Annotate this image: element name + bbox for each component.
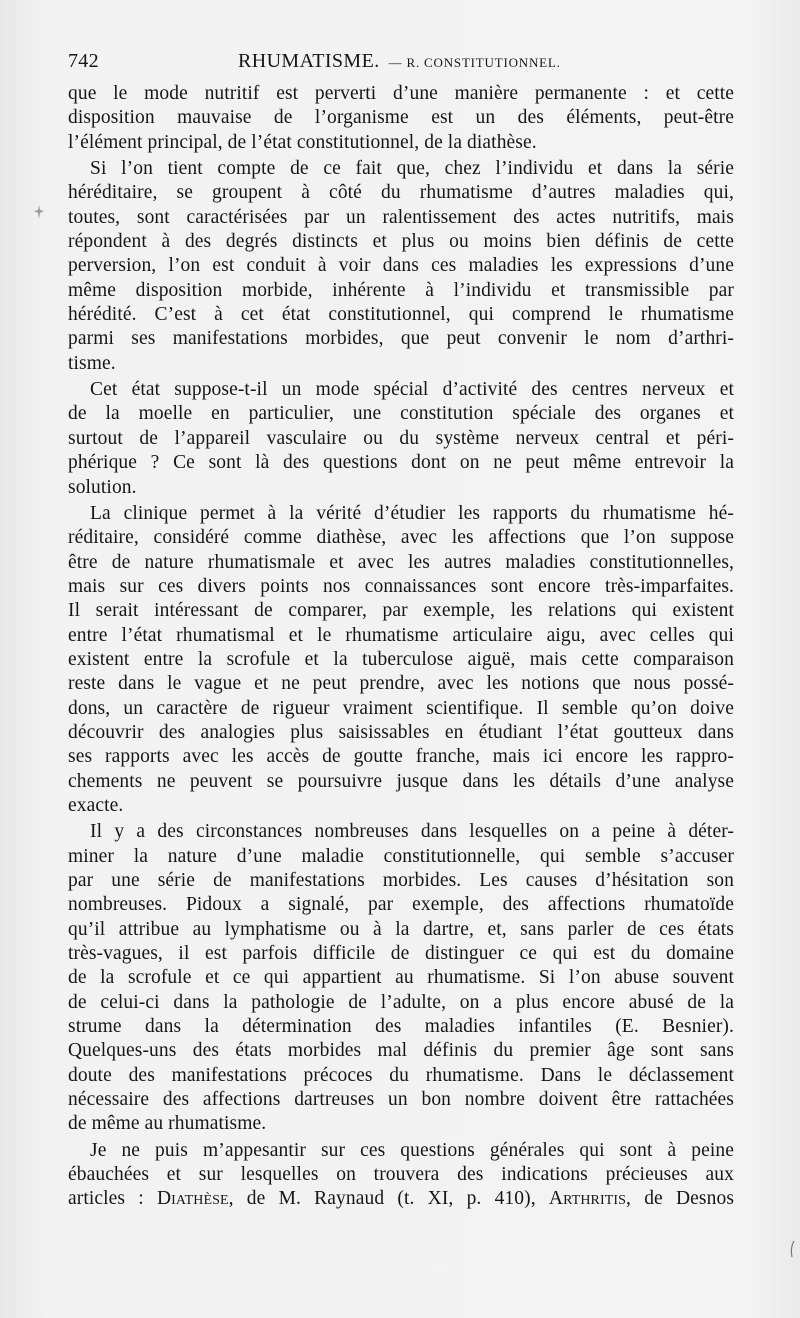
text-line: dons, un caractère de rigueur vraiment scientifique. Il semble qu’on doive [68, 697, 734, 719]
running-head-title: RHUMATISME. [238, 50, 380, 72]
paragraph-3 [68, 378, 734, 500]
text-line: qu’il attribue au lymphatisme ou à la dartre, et, sans parler de ces états [68, 918, 734, 940]
text-line: par une série de manifestations morbides. Les causes d’hésitation son [68, 870, 734, 891]
text-line: existent entre la scrofule et la tuberculose aiguë, mais cette comparaison [68, 648, 734, 670]
text-run: , de Desnos [626, 1188, 735, 1210]
text-line: que le mode nutritif est perverti d’une manière permanente : et cette [68, 83, 734, 104]
text-line: mais sur ces divers points nos connaissances sont encore très-imparfaites. [68, 575, 734, 597]
text-line: nécessaire des affections dartreuses un bon nombre doivent être rattachées [68, 1089, 734, 1111]
text-line: de la moelle en particulier, une constitution spéciale des organes et [68, 403, 734, 425]
text-line: exacte. [68, 794, 124, 816]
running-head [238, 50, 561, 73]
text-line: tisme. [68, 352, 116, 374]
text-line: parmi ses manifestations morbides, que peut convenir le nom d’arthri- [68, 328, 734, 350]
text-line: surtout de l’appareil vasculaire ou du système nerveux central et péri- [68, 427, 734, 449]
paragraph-6 [68, 1139, 734, 1212]
text-line: Si l’on tient compte de ce fait que, chez l’individu et dans la série [90, 158, 734, 180]
paragraph-4 [68, 502, 734, 818]
text-run: articles : [68, 1188, 157, 1210]
reference-term-diathese: Diathèse [156, 1188, 229, 1210]
paragraph-1 [68, 82, 734, 155]
text-line: de celui-ci dans la pathologie de l’adulte, on a plus encore abusé de la [68, 991, 734, 1013]
text-line: solution. [68, 476, 137, 498]
text-line: répondent à des degrés distincts et plus ou moins bien définis de cette [68, 231, 734, 253]
text-line: miner la nature d’une maladie constitutionnelle, qui semble s’accuser [68, 845, 734, 867]
text-line: découvrir des analogies plus saisissables en étudiant l’état goutteux dans [68, 721, 734, 743]
text-line: reste dans le vague et ne peut prendre, avec les notions que nous possé- [68, 673, 734, 695]
running-head-subtitle: — R. CONSTITUTIONNEL. [388, 55, 561, 70]
text-line: chements ne peuvent se poursuivre jusque dans les détails d’une analyse [68, 770, 734, 792]
text-line: Il y a des circonstances nombreuses dans lesquelles on a peine à déter- [90, 821, 734, 843]
text-line: disposition mauvaise de l’organisme est un des éléments, peut-être [68, 107, 734, 129]
paragraph-5 [68, 820, 734, 1136]
text-line: très-vagues, il est parfois difficile de distinguer ce qui est du domaine [68, 943, 734, 965]
text-line: même disposition morbide, inhérente à l’individu et transmissible par [68, 279, 734, 301]
text-line: La clinique permet à la vérité d’étudier les rapports du rhumatisme hé- [90, 502, 734, 524]
text-line: nombreuses. Pidoux a signalé, par exemple, des affections rhumatoïde [68, 894, 734, 916]
text-line: doute des manifestations précoces du rhumatisme. Dans le déclassement [68, 1064, 734, 1086]
text-line: ébauchées et sur lesquelles on trouvera des indications précieuses aux [68, 1164, 734, 1186]
paragraph-2 [68, 157, 734, 376]
text-line: hérédité. C’est à cet état constitutionnel, qui comprend le rhumatisme [68, 304, 734, 326]
text-line: héréditaire, se groupent à côté du rhumatisme d’autres maladies qui, [68, 182, 734, 204]
text-line: de la scrofule et ce qui appartient au rhumatisme. Si l’on abuse souvent [68, 967, 734, 989]
page-body [68, 82, 734, 1242]
text-line: ses rapports avec les accès de goutte franche, mais ici encore les rappro- [68, 746, 734, 768]
text-line: perversion, l’on est conduit à voir dans ces maladies les expressions d’une [68, 255, 734, 277]
text-line: Il serait intéressant de comparer, par exemple, les relations qui existent [68, 600, 734, 622]
reference-term-arthritis: Arthritis [548, 1188, 627, 1210]
text-line: l’élément principal, de l’état constitutionnel, de la diathèse. [68, 131, 537, 153]
text-line: réditaire, considéré comme diathèse, avec les affections que l’on suppose [68, 527, 734, 549]
page-header [68, 50, 734, 78]
text-line: Je ne puis m’appesantir sur ces questions générales qui sont à peine [90, 1139, 734, 1161]
text-line: de même au rhumatisme. [68, 1113, 267, 1135]
text-line: strume dans la détermination des maladies infantiles (E. Besnier). [68, 1016, 734, 1038]
text-line: Cet état suppose-t-il un mode spécial d’activité des centres nerveux et [90, 379, 734, 401]
margin-ink-mark-icon [33, 204, 45, 220]
text-run: , de M. Raynaud (t. XI, p. 410), [228, 1188, 549, 1210]
text-line [68, 1187, 734, 1211]
corner-ink-mark-icon [788, 1240, 796, 1258]
text-line: entre l’état rhumatismal et le rhumatisme articulaire aigu, avec celles qui [68, 624, 734, 646]
text-line: phérique ? Ce sont là des questions dont on ne peut même entrevoir la [68, 452, 734, 474]
text-line: être de nature rhumatismale et avec les autres maladies constitutionnelles, [68, 551, 734, 573]
text-line: toutes, sont caractérisées par un ralentissement des actes nutritifs, mais [68, 206, 734, 228]
text-line: Quelques-uns des états morbides mal définis du premier âge sont sans [68, 1040, 734, 1062]
page-number: 742 [68, 50, 99, 72]
